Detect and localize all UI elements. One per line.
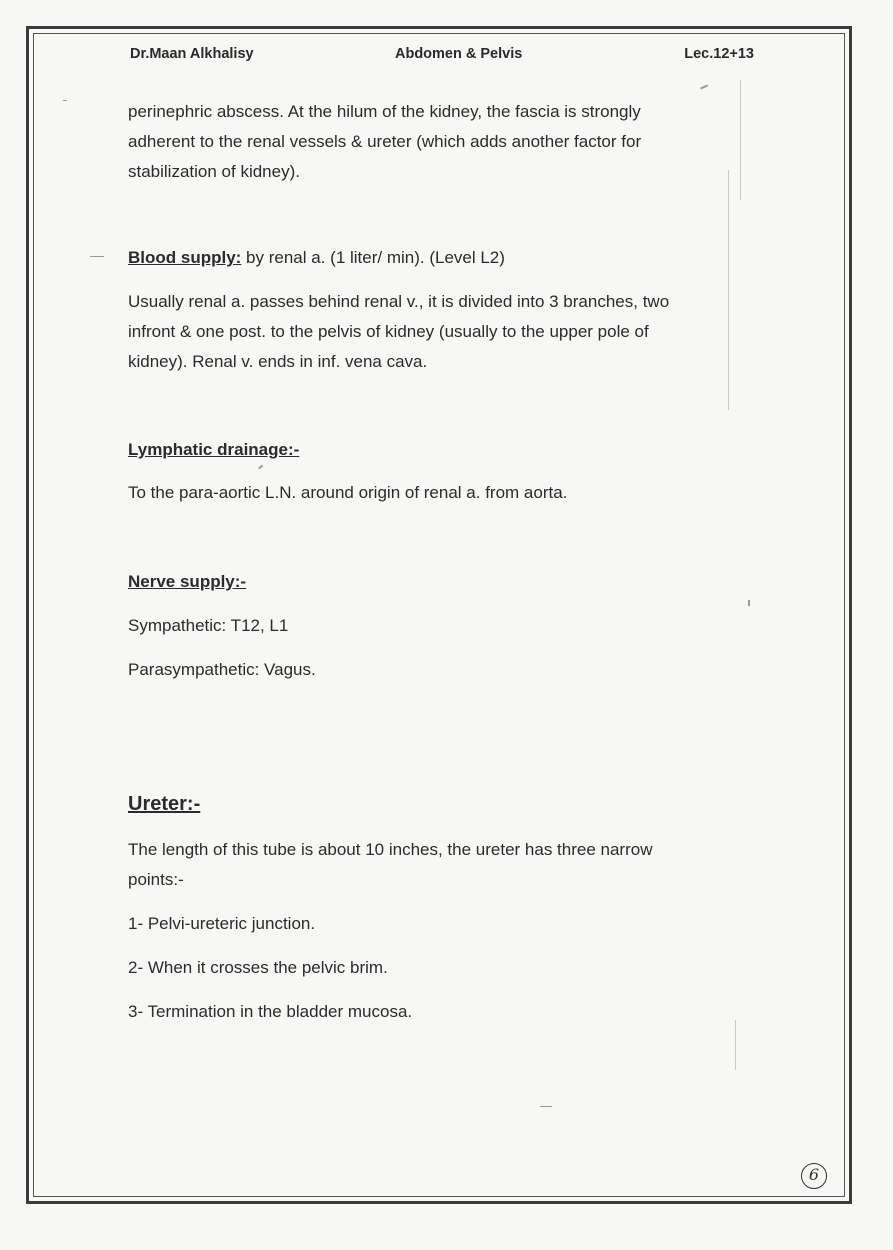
- ureter-intro-line: points:-: [128, 870, 184, 889]
- ureter-point-1: [128, 909, 315, 939]
- nerve-heading: Nerve supply:-: [128, 572, 247, 591]
- blood-supply-heading-line: [128, 243, 505, 273]
- blood-supply-paragraph: [128, 287, 669, 377]
- intro-line: adherent to the renal vessels & ureter (which adds another factor for: [128, 132, 642, 151]
- page-number: 6: [801, 1163, 827, 1189]
- header-subject: Abdomen & Pelvis: [395, 46, 523, 62]
- lymphatic-section: [128, 435, 299, 465]
- ureter-intro-line: The length of this tube is about 10 inches, the ureter has three narrow: [128, 840, 653, 859]
- intro-paragraph: [128, 97, 641, 187]
- nerve-sympathetic: Sympathetic: T12, L1: [128, 616, 289, 635]
- header-lecture: Lec.12+13: [684, 46, 754, 62]
- header-author: Dr.Maan Alkhalisy: [130, 46, 254, 62]
- blood-supply-line: infront & one post. to the pelvis of kidney (usually to the upper pole of: [128, 322, 649, 341]
- scan-bleed: [735, 1020, 736, 1070]
- lymphatic-heading: Lymphatic drainage:-: [128, 440, 300, 459]
- ureter-point: 3- Termination in the bladder mucosa.: [128, 1002, 413, 1021]
- ureter-point: 1- Pelvi-ureteric junction.: [128, 914, 316, 933]
- blood-supply-section: [128, 243, 505, 273]
- ureter-point: 2- When it crosses the pelvic brim.: [128, 958, 388, 977]
- blood-supply-line: Usually renal a. passes behind renal v., it is divided into 3 branches, two: [128, 292, 670, 311]
- blood-supply-heading-rest: by renal a. (1 liter/ min). (Level L2): [241, 248, 505, 267]
- scan-bleed: [740, 80, 741, 200]
- nerve-sympathetic-block: [128, 611, 288, 641]
- page-header: [130, 46, 754, 66]
- ureter-heading: Ureter:-: [128, 793, 201, 815]
- lymphatic-text: To the para-aortic L.N. around origin of renal a. from aorta.: [128, 483, 568, 502]
- ureter-point-3: [128, 997, 412, 1027]
- lymphatic-paragraph: [128, 478, 567, 508]
- ureter-point-2: [128, 953, 388, 983]
- nerve-parasympathetic: Parasympathetic: Vagus.: [128, 660, 316, 679]
- scan-speck: [540, 1106, 552, 1107]
- intro-line: stabilization of kidney).: [128, 162, 300, 181]
- nerve-section: [128, 567, 246, 597]
- scan-speck: [90, 256, 104, 257]
- nerve-parasympathetic-block: [128, 655, 316, 685]
- scan-speck: [63, 100, 67, 101]
- intro-line: perinephric abscess. At the hilum of the kidney, the fascia is strongly: [128, 102, 641, 121]
- blood-supply-heading: Blood supply:: [128, 248, 242, 267]
- scan-bleed: [728, 170, 729, 410]
- ureter-section: [128, 789, 200, 820]
- blood-supply-line: kidney). Renal v. ends in inf. vena cava.: [128, 352, 428, 371]
- scan-speck: [748, 600, 750, 606]
- ureter-intro: [128, 835, 738, 895]
